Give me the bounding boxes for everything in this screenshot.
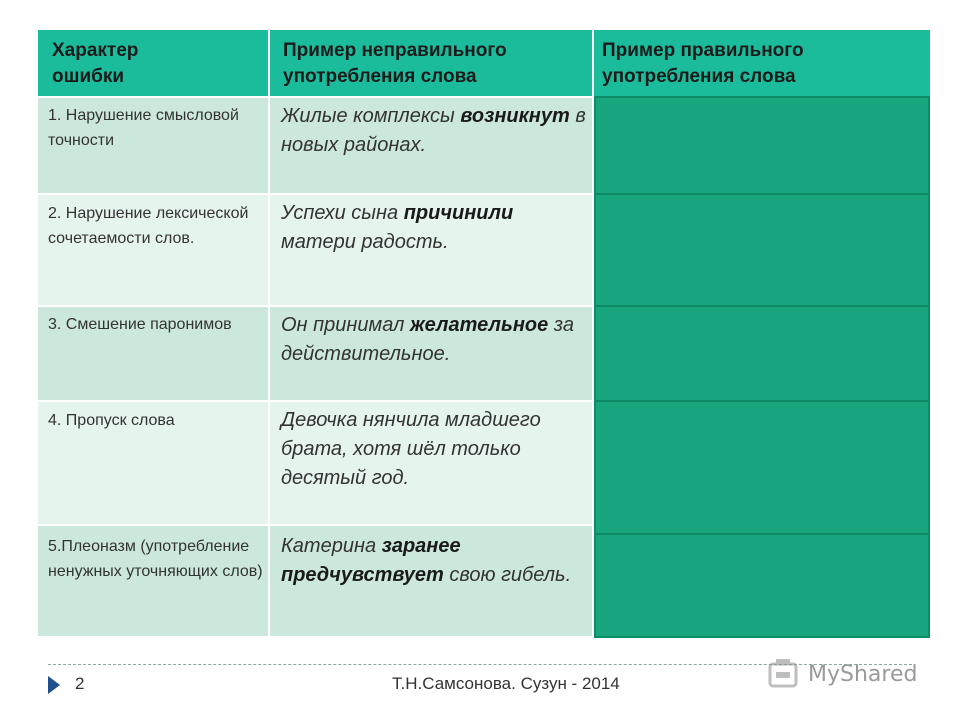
row3-example-bold: желательное: [409, 314, 549, 336]
answer-separator-3: [594, 400, 930, 402]
header-correct-example: Пример правильного употребления слова: [602, 40, 804, 87]
row5-example-bold: заранее предчувствует: [281, 535, 461, 586]
row1-example-pre: Жилые комплексы: [281, 105, 461, 127]
row1-error-type: 1. Нарушение смысловой точности: [48, 107, 239, 149]
row4-error-type: 4. Пропуск слова: [48, 412, 175, 429]
bullet-triangle-icon: [48, 676, 60, 694]
row4-example-pre: Девочка нянчила младшего брата, хотя шёл только десятый год.: [281, 409, 541, 489]
row2-example-post: матери радость.: [281, 231, 449, 253]
header-error-type: Характер ошибки: [52, 40, 139, 87]
row1-example-bold: возникнут: [460, 105, 570, 127]
row2-example-bold: причинили: [403, 202, 514, 224]
row5-example-post: свою гибель.: [443, 564, 572, 586]
watermark-text: MyShared: [808, 662, 918, 687]
row5-example: [281, 532, 589, 590]
footer-author: Т.Н.Самсонова. Сузун - 2014: [392, 674, 620, 693]
row1-example: [281, 102, 589, 160]
row5-error-type: 5.Плеоназм (употребление ненужных уточняющих слов): [48, 538, 263, 580]
header-incorrect-example: Пример неправильного употребления слова: [283, 40, 507, 87]
row2-example: [281, 199, 589, 257]
answer-separator-4: [594, 533, 930, 535]
answer-separator-1: [594, 193, 930, 195]
row3-example-pre: Он принимал: [281, 314, 410, 336]
correct-answers-cover: [594, 96, 930, 638]
row2-error-type: 2. Нарушение лексической сочетаемости слов.: [48, 205, 249, 247]
answer-separator-2: [594, 305, 930, 307]
row5-example-pre: Катерина: [281, 535, 382, 557]
row3-example: [281, 311, 589, 369]
row2-example-pre: Успехи сына: [281, 202, 404, 224]
page-number: 2: [75, 674, 85, 693]
row4-example: [281, 406, 589, 493]
row3-example-post: за действительное.: [281, 314, 574, 365]
row3-error-type: 3. Смешение паронимов: [48, 316, 232, 333]
row1-example-post: в новых районах.: [281, 105, 586, 156]
